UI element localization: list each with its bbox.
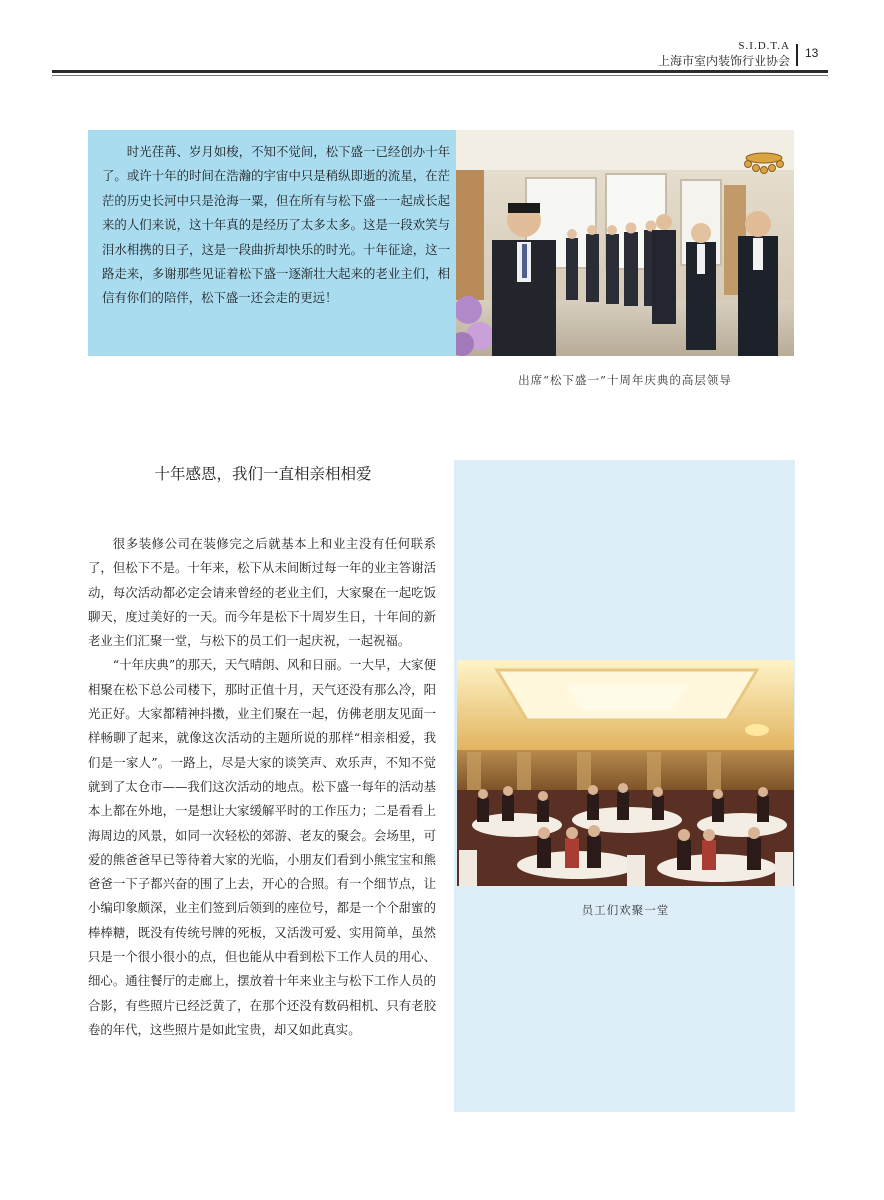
- leaders-photo: [456, 130, 794, 356]
- header-rule-thick: [52, 70, 828, 73]
- banquet-photo-caption: 员工们欢聚一堂: [581, 903, 670, 917]
- header-abbreviation: S.I.D.T.A: [738, 40, 790, 52]
- page-number: 13: [805, 46, 819, 60]
- banquet-photo: [457, 660, 794, 886]
- leaders-photo-caption: 出席“松下盛一”十周年庆典的高层领导: [518, 373, 732, 387]
- header-separator: [796, 44, 798, 66]
- article-paragraph: “十年庆典”的那天，天气晴朗、风和日丽。一大早，大家便相聚在松下总公司楼下，那时正值十月，天气还没有那么冷，阳光正好。大家都精神抖擞，业主们聚在一起，仿佛老朋友见面一样畅聊了起来，就像这次活动的主题所说的那样“相亲相爱，我们是一家人”。一路上，尽是大家的谈笑声、欢乐声，不知不觉就到了太仓市——我们这次活动的地点。松下盛一每年的活动基本上都在外地，一是想让大家缓解平时的工作压力；二是看看上海周边的风景，如同一次轻松的郊游、老友的聚会。会场里，可爱的熊爸爸早已等待着大家的光临，小朋友们看到小熊宝宝和熊爸爸一下子都兴奋的围了上去，开心的合照。有一个细节点，让小编印象颇深，业主们签到后领到的座位号，都是一个个甜蜜的棒棒糖，既没有传统号牌的死板，又活泼可爱、实用简单，虽然只是一个很小很小的点，但也能从中看到松下工作人员的用心、细心。通往餐厅的走廊上，摆放着十年来业主与松下工作人员的合影，有些照片已经泛黄了，在那个还没有数码相机、只有老胶卷的年代，这些照片是如此宝贵，却又如此真实。: [88, 657, 436, 1037]
- intro-text: 时光荏苒、岁月如梭，不知不觉间，松下盛一已经创办十年了。或许十年的时间在浩瀚的宇宙中只是稍纵即逝的流星，在茫茫的历史长河中只是沧海一粟，但在所有与松下盛一一起成长起来的人们来说，这十年真的是经历了太多太多。这是一段欢笑与泪水相携的日子，这是一段曲折却快乐的时光。十年征途，这一路走来，多谢那些见证着松下盛一逐渐壮大起来的老业主们，相信有你们的陪伴，松下盛一还会走的更远！: [102, 144, 450, 306]
- section-title: 十年感恩，我们一直相亲相相爱: [154, 465, 372, 483]
- article-paragraph: 很多装修公司在装修完之后就基本上和业主没有任何联系了，但松下不是。十年来，松下从未间断过每一年的业主答谢活动，每次活动都必定会请来曾经的老业主们，大家聚在一起吃饭聊天，度过美好的一天。而今年是松下十周岁生日，十年间的新老业主们汇聚一堂，与松下的员工们一起庆祝，一起祝福。: [88, 536, 436, 649]
- article-body: [88, 532, 436, 1042]
- header-rule-thin: [52, 75, 828, 76]
- header-organization-name: 上海市室内装饰行业协会: [657, 54, 790, 68]
